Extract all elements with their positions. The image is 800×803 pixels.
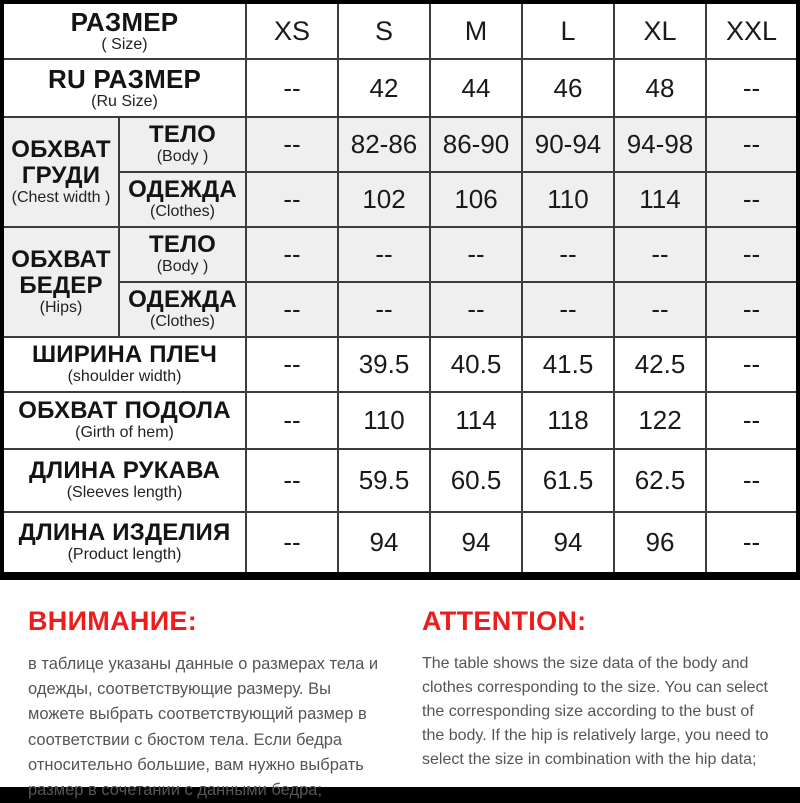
cell: -- — [614, 227, 706, 282]
cell: 110 — [338, 392, 430, 449]
cell: -- — [522, 227, 614, 282]
cell: 61.5 — [522, 449, 614, 512]
cell: 114 — [614, 172, 706, 227]
cell: -- — [246, 59, 338, 117]
row-hips-body — [2, 227, 798, 282]
notes-section — [0, 580, 800, 800]
cell: -- — [246, 282, 338, 337]
sub-label: ТЕЛО (Body ) — [119, 117, 246, 172]
cell: 86-90 — [430, 117, 522, 172]
corner-subtitle: ( Size) — [101, 35, 148, 53]
col-header-xxl: XXL — [706, 2, 798, 59]
cell: 94-98 — [614, 117, 706, 172]
note-body-en: The table shows the size data of the body and clothes corresponding to the size. You can select the corresponding size according to the bust of the body. If the hip is relatively large, you need to select the size in combination with the hip data; — [422, 655, 769, 768]
cell: 110 — [522, 172, 614, 227]
cell: -- — [706, 172, 798, 227]
row-hips-clothes — [2, 282, 798, 337]
cell: -- — [246, 392, 338, 449]
cell: 48 — [614, 59, 706, 117]
col-header-m: M — [430, 2, 522, 59]
cell: -- — [246, 117, 338, 172]
sub-label: ОДЕЖДА (Clothes) — [119, 172, 246, 227]
note-russian — [28, 606, 384, 800]
corner-cell — [2, 2, 246, 59]
cell: 96 — [614, 512, 706, 576]
row-length — [2, 512, 798, 576]
cell: -- — [706, 59, 798, 117]
cell: 122 — [614, 392, 706, 449]
col-header-xs: XS — [246, 2, 338, 59]
col-header-l: L — [522, 2, 614, 59]
cell: 94 — [338, 512, 430, 576]
cell: -- — [246, 227, 338, 282]
row-chest-clothes — [2, 172, 798, 227]
cell: 42.5 — [614, 337, 706, 392]
cell: -- — [246, 337, 338, 392]
cell: 62.5 — [614, 449, 706, 512]
cell: 44 — [430, 59, 522, 117]
row-ru-size — [2, 59, 798, 117]
note-body-ru: в таблице указаны данные о размерах тела и одежды, соответствующие размеру. Вы можете выбрать соответствующий размер в соответствии с бюстом тела. Если бедра относительно большие, вам нужно выбрать размер в сочетании с данными бедра; — [28, 655, 379, 800]
cell: 41.5 — [522, 337, 614, 392]
cell: -- — [706, 449, 798, 512]
cell: -- — [706, 282, 798, 337]
note-heading-ru: ВНИМАНИЕ: — [28, 606, 197, 636]
cell: -- — [706, 392, 798, 449]
cell: 42 — [338, 59, 430, 117]
row-label: ДЛИНА ИЗДЕЛИЯ (Product length) — [2, 512, 246, 576]
cell: -- — [614, 282, 706, 337]
sub-label: ТЕЛО (Body ) — [119, 227, 246, 282]
col-header-s: S — [338, 2, 430, 59]
note-english — [422, 606, 770, 787]
cell: -- — [706, 337, 798, 392]
cell: 82-86 — [338, 117, 430, 172]
cell: -- — [246, 512, 338, 576]
cell: 46 — [522, 59, 614, 117]
cell: -- — [246, 172, 338, 227]
row-sleeve — [2, 449, 798, 512]
cell: 90-94 — [522, 117, 614, 172]
cell: 106 — [430, 172, 522, 227]
row-shoulder — [2, 337, 798, 392]
row-chest-body — [2, 117, 798, 172]
group-label-chest: ОБХВАТ ГРУДИ (Chest width ) — [2, 117, 119, 227]
cell: -- — [338, 227, 430, 282]
group-label-hips: ОБХВАТ БЕДЕР (Hips) — [2, 227, 119, 337]
cell: 114 — [430, 392, 522, 449]
cell: 39.5 — [338, 337, 430, 392]
cell: -- — [246, 449, 338, 512]
header-row — [2, 2, 798, 59]
cell: 60.5 — [430, 449, 522, 512]
cell: -- — [430, 282, 522, 337]
cell: 94 — [430, 512, 522, 576]
cell: 94 — [522, 512, 614, 576]
cell: -- — [706, 117, 798, 172]
cell: 59.5 — [338, 449, 430, 512]
cell: -- — [706, 512, 798, 576]
cell: -- — [522, 282, 614, 337]
row-label: ШИРИНА ПЛЕЧ (shoulder width) — [2, 337, 246, 392]
row-label: RU РАЗМЕР (Ru Size) — [2, 59, 246, 117]
cell: 118 — [522, 392, 614, 449]
cell: 102 — [338, 172, 430, 227]
row-hem — [2, 392, 798, 449]
cell: -- — [338, 282, 430, 337]
row-label: ДЛИНА РУКАВА (Sleeves length) — [2, 449, 246, 512]
row-label: ОБХВАТ ПОДОЛА (Girth of hem) — [2, 392, 246, 449]
cell: -- — [430, 227, 522, 282]
note-heading-en: ATTENTION: — [422, 606, 587, 636]
corner-title: РАЗМЕР — [70, 6, 179, 37]
sub-label: ОДЕЖДА (Clothes) — [119, 282, 246, 337]
col-header-xl: XL — [614, 2, 706, 59]
cell: -- — [706, 227, 798, 282]
cell: 40.5 — [430, 337, 522, 392]
